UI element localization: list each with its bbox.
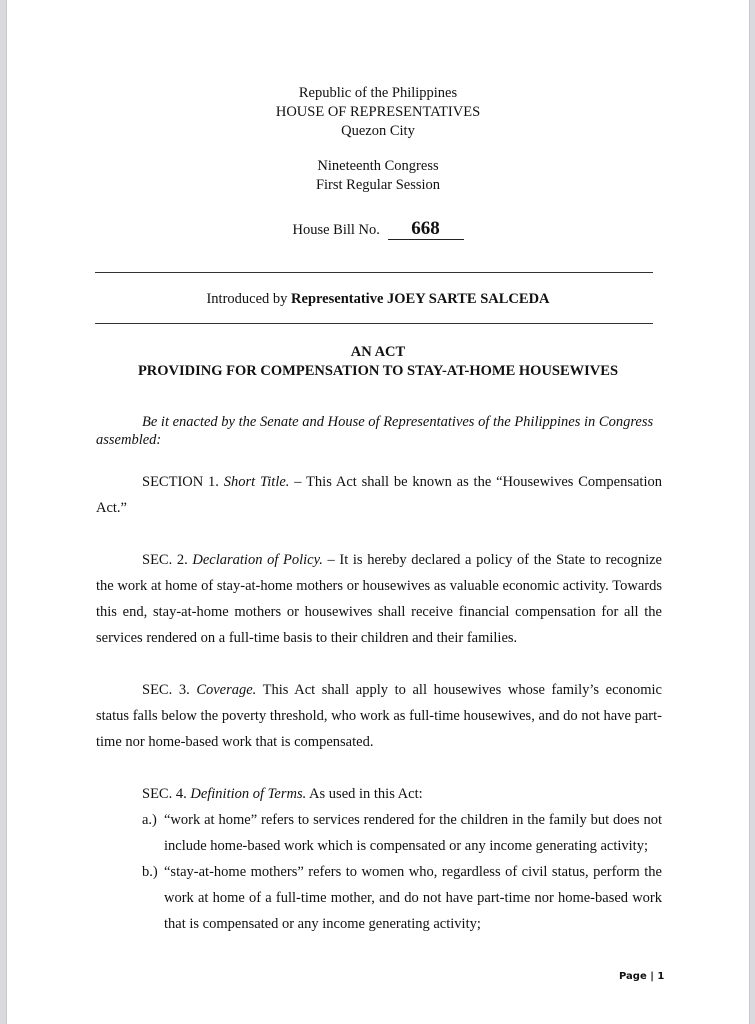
republic-line: Republic of the Philippines <box>298 85 458 101</box>
author-name: Representative JOEY SARTE SALCEDA <box>291 291 550 307</box>
enacting-clause: Be it enacted by the Senate and House of Representatives of the Philippines in Congress assembled: <box>96 414 654 448</box>
section-3: SEC. 3. Coverage. This Act shall apply to all housewives whose family’s economic status falls below the poverty threshold, who work as full-time housewives, and do not have part-time nor home-based work that is compensated. <box>96 682 662 750</box>
page-number: Page | 1 <box>619 971 665 982</box>
divider-bottom <box>95 323 653 324</box>
document-page <box>6 0 750 1024</box>
bill-number: 668 <box>388 219 464 240</box>
congress-line: Nineteenth Congress <box>317 158 439 174</box>
document-header <box>7 84 749 195</box>
bill-label: House Bill No. <box>292 222 380 238</box>
session-line: First Regular Session <box>315 177 441 193</box>
city-line: Quezon City <box>341 123 415 139</box>
introduced-by: Introduced by Representative JOEY SARTE SALCEDA <box>206 291 550 307</box>
bill-number-line <box>7 219 749 240</box>
section-4: SEC. 4. Definition of Terms. As used in this Act: a.) “work at home” refers to services rendered for the children in the family but does not include home-based work which is compensated or any income generating activity; b.) “stay-at-home mothers” refers to women who, regardless of civil status, perform the work at home of a full-time mother, and do not have part-time nor home-based work that is compensated or any income generating activity; <box>142 781 662 937</box>
house-line: HOUSE OF REPRESENTATIVES <box>275 104 481 120</box>
act-title: AN ACT PROVIDING FOR COMPENSATION TO STAY-AT-HOME HOUSEWIVES <box>137 344 619 379</box>
section-1: SECTION 1. Short Title. – This Act shall be known as the “Housewives Compensation Act.” <box>96 474 662 516</box>
definition-item: a.) “work at home” refers to services rendered for the children in the family but does not include home-based work which is compensated or any income generating activity; <box>142 812 662 854</box>
definition-item: b.) “stay-at-home mothers” refers to women who, regardless of civil status, perform the work at home of a full-time mother, and do not have part-time nor home-based work that is compensated or any income generating activity; <box>142 864 662 932</box>
section-2: SEC. 2. Declaration of Policy. – It is hereby declared a policy of the State to recognize the work at home of stay-at-home mothers or housewives as valuable economic activity. Towards this end, stay-at-home mothers or housewives shall receive financial compensation for all the services rendered on a full-time basis to their children and their families. <box>96 552 662 646</box>
divider-top <box>95 272 653 273</box>
